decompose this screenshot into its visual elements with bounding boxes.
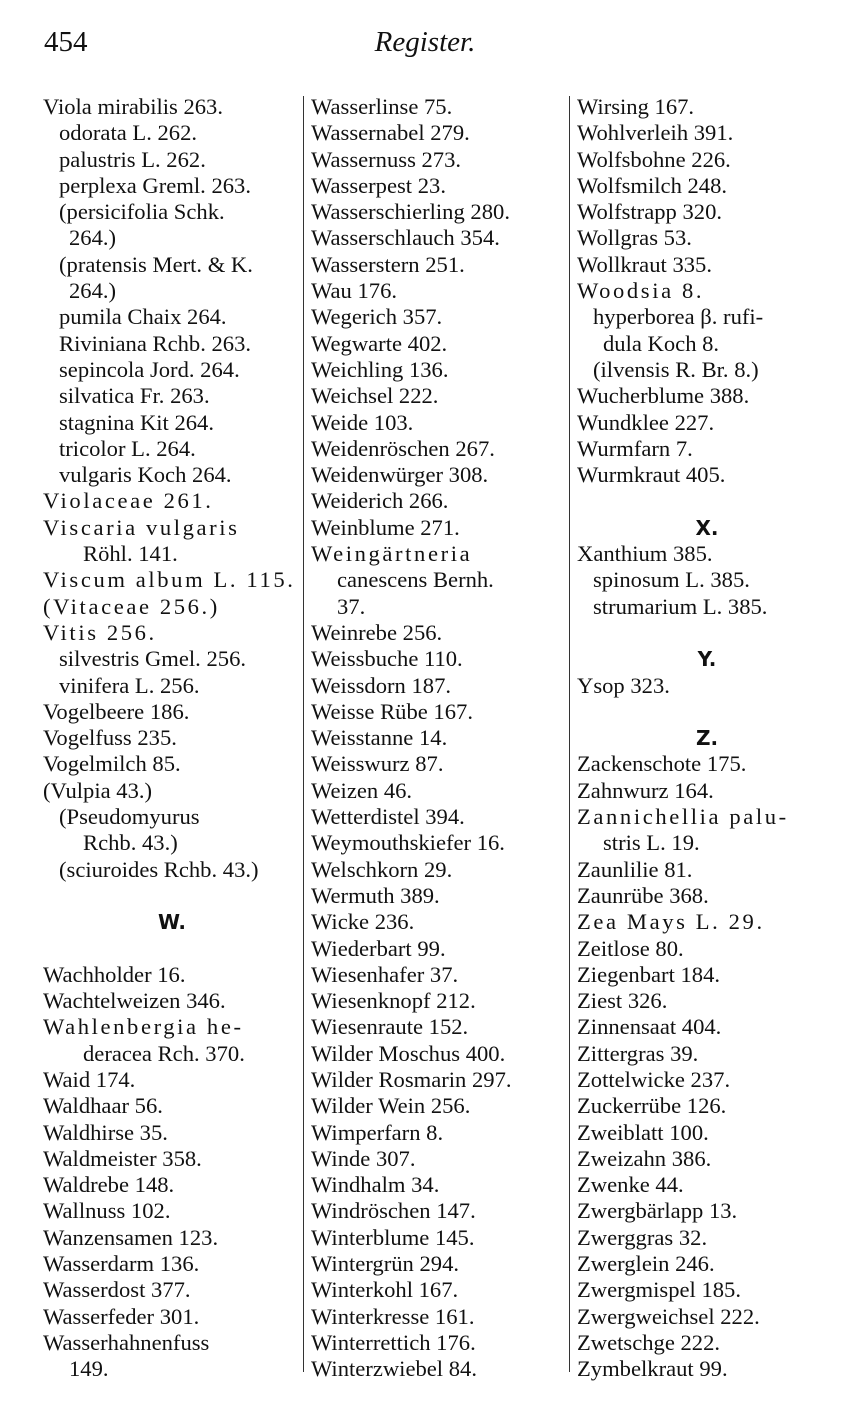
index-entry: 37. bbox=[337, 593, 366, 619]
index-entry: Wollgras 53. bbox=[577, 225, 692, 251]
index-entry: Weiderich 266. bbox=[311, 488, 449, 514]
index-entry: Weissdorn 187. bbox=[311, 672, 452, 698]
index-entry: Zweizahn 386. bbox=[577, 1145, 712, 1171]
index-entry: Ysop 323. bbox=[577, 672, 670, 698]
index-entry: Wiederbart 99. bbox=[311, 935, 446, 961]
index-entry: Wilder Wein 256. bbox=[311, 1093, 471, 1119]
index-entry: (pratensis Mert. & K. bbox=[59, 251, 253, 277]
index-entry: Wohlverleih 391. bbox=[577, 120, 734, 146]
index-entry: Zwergbärlapp 13. bbox=[577, 1198, 738, 1224]
spacer bbox=[43, 883, 301, 909]
index-entry: Zinnensaat 404. bbox=[577, 1014, 722, 1040]
index-entry: Waid 174. bbox=[43, 1066, 136, 1092]
index-entry: Weisstanne 14. bbox=[311, 725, 448, 751]
index-entry: Weidenröschen 267. bbox=[311, 435, 495, 461]
index-entry: Wurmkraut 405. bbox=[577, 462, 726, 488]
index-entry: Violaceae 261. bbox=[43, 488, 214, 514]
spacer bbox=[577, 699, 837, 725]
column-divider bbox=[569, 96, 570, 1372]
index-entry: Wahlenbergia he- bbox=[43, 1014, 244, 1040]
index-entry: Weisswurz 87. bbox=[311, 751, 444, 777]
spacer bbox=[577, 620, 837, 646]
index-entry: Zaunlilie 81. bbox=[577, 856, 693, 882]
column-divider bbox=[303, 96, 304, 1372]
index-entry: Waldrebe 148. bbox=[43, 1172, 175, 1198]
index-entry: Winterkohl 167. bbox=[311, 1277, 459, 1303]
index-entry: Weizen 46. bbox=[311, 777, 413, 803]
index-entry: Wolfstrapp 320. bbox=[577, 199, 723, 225]
index-entry: Wasserschlauch 354. bbox=[311, 225, 500, 251]
index-entry: Woodsia 8. bbox=[577, 278, 705, 304]
index-entry: Zwetschge 222. bbox=[577, 1329, 721, 1355]
section-letter-heading: W. bbox=[157, 910, 187, 935]
index-entry: deracea Rch. 370. bbox=[83, 1040, 245, 1066]
index-column-2 bbox=[311, 94, 569, 1383]
index-entry: Wiesenraute 152. bbox=[311, 1014, 469, 1040]
index-entry: Wasserstern 251. bbox=[311, 251, 465, 277]
index-entry: Weinblume 271. bbox=[311, 514, 460, 540]
index-entry: Wundklee 227. bbox=[577, 409, 715, 435]
index-entry: Riviniana Rchb. 263. bbox=[59, 330, 252, 356]
index-entry: Wollkraut 335. bbox=[577, 251, 712, 277]
index-entry: Wassernuss 273. bbox=[311, 146, 462, 172]
index-entry: Wasserschierling 280. bbox=[311, 199, 510, 225]
index-entry: Wimperfarn 8. bbox=[311, 1119, 444, 1145]
index-entry: dula Koch 8. bbox=[603, 330, 720, 356]
index-entry: Waldmeister 358. bbox=[43, 1145, 202, 1171]
index-entry: Wachholder 16. bbox=[43, 961, 186, 987]
index-entry: stagnina Kit 264. bbox=[59, 409, 215, 435]
index-entry: (ilvensis R. Br. 8.) bbox=[593, 356, 759, 382]
index-entry: Wegerich 357. bbox=[311, 304, 443, 330]
index-entry: Winterkresse 161. bbox=[311, 1303, 475, 1329]
index-entry: 264.) bbox=[69, 278, 117, 304]
index-entry: Viscum album L. 115. bbox=[43, 567, 296, 593]
index-entry: Zymbelkraut 99. bbox=[577, 1356, 728, 1382]
index-entry: Wicke 236. bbox=[311, 909, 415, 935]
index-entry: Welschkorn 29. bbox=[311, 856, 453, 882]
index-entry: Rchb. 43.) bbox=[83, 830, 178, 856]
index-entry: canescens Bernh. bbox=[337, 567, 494, 593]
spacer bbox=[577, 488, 837, 514]
index-column-3 bbox=[577, 94, 837, 1383]
index-entry: Wasserlinse 75. bbox=[311, 94, 453, 119]
index-entry: Windröschen 147. bbox=[311, 1198, 476, 1224]
index-entry: perplexa Greml. 263. bbox=[59, 172, 251, 198]
index-entry: Winde 307. bbox=[311, 1145, 416, 1171]
index-entry: Wasserfeder 301. bbox=[43, 1303, 200, 1329]
index-entry: Weichsel 222. bbox=[311, 383, 439, 409]
page-number: 454 bbox=[44, 26, 88, 58]
index-entry: Zuckerrübe 126. bbox=[577, 1093, 727, 1119]
index-entry: Wurmfarn 7. bbox=[577, 435, 693, 461]
index-entry: Zaunrübe 368. bbox=[577, 882, 709, 908]
index-entry: Wermuth 389. bbox=[311, 882, 440, 908]
index-entry: (Pseudomyurus bbox=[59, 804, 200, 830]
index-entry: Weingärtneria bbox=[311, 541, 473, 567]
page-header bbox=[0, 0, 850, 80]
index-entry: Wasserdost 377. bbox=[43, 1277, 191, 1303]
index-entry: Weymouthskiefer 16. bbox=[311, 830, 505, 856]
index-entry: Vogelmilch 85. bbox=[43, 751, 181, 777]
index-entry: (sciuroides Rchb. 43.) bbox=[59, 856, 259, 882]
running-title: Register. bbox=[374, 26, 476, 58]
section-letter-heading: Z. bbox=[695, 726, 719, 751]
index-entry: Zottelwicke 237. bbox=[577, 1066, 731, 1092]
index-entry: Zackenschote 175. bbox=[577, 751, 747, 777]
index-entry: Weichling 136. bbox=[311, 356, 449, 382]
index-entry: Zwergmispel 185. bbox=[577, 1277, 741, 1303]
index-entry: stris L. 19. bbox=[603, 830, 700, 856]
section-letter-heading: X. bbox=[695, 515, 719, 540]
index-entry: spinosum L. 385. bbox=[593, 567, 750, 593]
index-entry: Weinrebe 256. bbox=[311, 619, 443, 645]
index-entry: Zwerggras 32. bbox=[577, 1224, 708, 1250]
index-entry: Wolfsmilch 248. bbox=[577, 172, 728, 198]
section-letter-heading: Y. bbox=[697, 647, 717, 672]
index-entry: Wasserdarm 136. bbox=[43, 1251, 200, 1277]
index-entry: Weidenwürger 308. bbox=[311, 462, 489, 488]
index-entry: silvestris Gmel. 256. bbox=[59, 646, 247, 672]
index-entry: Zweiblatt 100. bbox=[577, 1119, 709, 1145]
index-entry: hyperborea β. rufi- bbox=[593, 304, 764, 330]
index-entry: strumarium L. 385. bbox=[593, 593, 768, 619]
index-entry: Wilder Moschus 400. bbox=[311, 1040, 506, 1066]
index-entry: Wegwarte 402. bbox=[311, 330, 448, 356]
index-entry: Zittergras 39. bbox=[577, 1040, 699, 1066]
index-entry: (Vitaceae 256.) bbox=[43, 593, 220, 619]
index-entry: Winterrettich 176. bbox=[311, 1329, 476, 1355]
index-entry: Zeitlose 80. bbox=[577, 935, 684, 961]
index-entry: Ziegenbart 184. bbox=[577, 961, 721, 987]
index-entry: Winterzwiebel 84. bbox=[311, 1356, 477, 1382]
index-entry: vinifera L. 256. bbox=[59, 672, 200, 698]
index-entry: Ziest 326. bbox=[577, 988, 668, 1014]
index-column-1 bbox=[43, 94, 301, 1383]
index-entry: Viscaria vulgaris bbox=[43, 514, 240, 540]
index-entry: Weide 103. bbox=[311, 409, 414, 435]
index-entry: Wiesenknopf 212. bbox=[311, 988, 476, 1014]
index-entry: Windhalm 34. bbox=[311, 1172, 440, 1198]
index-entry: Wucherblume 388. bbox=[577, 383, 750, 409]
index-entry: Wintergrün 294. bbox=[311, 1251, 460, 1277]
index-entry: pumila Chaix 264. bbox=[59, 304, 227, 330]
index-entry: Wetterdistel 394. bbox=[311, 804, 465, 830]
index-entry: tricolor L. 264. bbox=[59, 435, 196, 461]
index-entry: silvatica Fr. 263. bbox=[59, 383, 210, 409]
index-entry: Wilder Rosmarin 297. bbox=[311, 1066, 512, 1092]
index-entry: Wanzensamen 123. bbox=[43, 1224, 219, 1250]
index-entry: (Vulpia 43.) bbox=[43, 777, 153, 803]
spacer bbox=[43, 936, 301, 962]
index-entry: 264.) bbox=[69, 225, 117, 251]
index-entry: Röhl. 141. bbox=[83, 541, 178, 567]
index-entry: Xanthium 385. bbox=[577, 541, 713, 567]
index-entry: (persicifolia Schk. bbox=[59, 199, 225, 225]
index-entry: Vogelbeere 186. bbox=[43, 698, 190, 724]
index-entry: Winterblume 145. bbox=[311, 1224, 475, 1250]
index-entry: Zwenke 44. bbox=[577, 1172, 684, 1198]
index-entry: palustris L. 262. bbox=[59, 146, 206, 172]
index-entry: Zannichellia palu- bbox=[577, 804, 789, 830]
index-entry: odorata L. 262. bbox=[59, 120, 198, 146]
index-entry: Wau 176. bbox=[311, 278, 398, 304]
index-entry: vulgaris Koch 264. bbox=[59, 462, 232, 488]
index-entry: Vitis 256. bbox=[43, 619, 157, 645]
index-entry: Wirsing 167. bbox=[577, 94, 695, 119]
index-entry: Weissbuche 110. bbox=[311, 646, 463, 672]
index-entry: sepincola Jord. 264. bbox=[59, 356, 240, 382]
index-entry: Wolfsbohne 226. bbox=[577, 146, 731, 172]
index-entry: Wasserpest 23. bbox=[311, 172, 446, 198]
index-entry: Wallnuss 102. bbox=[43, 1198, 171, 1224]
index-entry: Wachtelweizen 346. bbox=[43, 988, 226, 1014]
index-entry: Viola mirabilis 263. bbox=[43, 94, 223, 119]
index-entry: Waldhirse 35. bbox=[43, 1119, 168, 1145]
index-entry: Zahnwurz 164. bbox=[577, 777, 714, 803]
index-entry: Wassernabel 279. bbox=[311, 120, 470, 146]
index-entry: 149. bbox=[69, 1356, 109, 1382]
index-entry: Waldhaar 56. bbox=[43, 1093, 163, 1119]
index-entry: Zea Mays L. 29. bbox=[577, 909, 765, 935]
index-entry: Wiesenhafer 37. bbox=[311, 961, 459, 987]
index-entry: Weisse Rübe 167. bbox=[311, 698, 473, 724]
index-entry: Wasserhahnenfuss bbox=[43, 1329, 210, 1355]
index-entry: Zwergweichsel 222. bbox=[577, 1303, 760, 1329]
index-entry: Zwerglein 246. bbox=[577, 1251, 715, 1277]
index-entry: Vogelfuss 235. bbox=[43, 725, 177, 751]
